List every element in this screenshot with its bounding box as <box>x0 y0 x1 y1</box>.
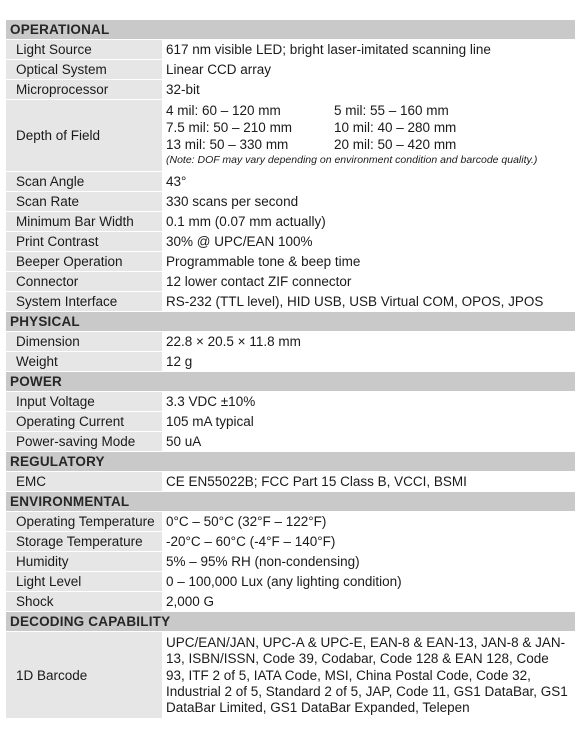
table-row <box>6 232 575 252</box>
row-label: System Interface <box>6 292 163 311</box>
row-label: Minimum Bar Width <box>6 212 163 231</box>
table-row <box>6 412 575 432</box>
spec-table <box>6 20 575 719</box>
section-header-physical: PHYSICAL <box>6 312 575 332</box>
table-row <box>6 252 575 272</box>
row-label: Microprocessor <box>6 80 163 99</box>
row-value: Linear CCD array <box>166 62 272 77</box>
table-row <box>6 472 575 492</box>
dof-entry: 7.5 mil: 50 – 210 mm <box>166 120 293 135</box>
row-label: Storage Temperature <box>6 532 163 551</box>
section-header-environmental: ENVIRONMENTAL <box>6 492 575 512</box>
row-label: Operating Current <box>6 412 163 431</box>
row-label: 1D Barcode <box>6 632 163 718</box>
row-value: 617 nm visible LED; bright laser-imitated scanning line <box>166 42 491 57</box>
table-row <box>6 272 575 292</box>
row-value: 22.8 × 20.5 × 11.8 mm <box>166 334 301 349</box>
dof-entry: 13 mil: 50 – 330 mm <box>166 137 289 152</box>
row-label: Dimension <box>6 332 163 351</box>
table-row <box>6 552 575 572</box>
row-value: CE EN55022B; FCC Part 15 Class B, VCCI, BSMI <box>166 474 467 489</box>
row-label: Light Level <box>6 572 163 591</box>
row-value: 0.1 mm (0.07 mm actually) <box>166 214 326 229</box>
dof-line <box>166 119 575 136</box>
dof-entry: 10 mil: 40 – 280 mm <box>334 120 457 135</box>
table-row <box>6 192 575 212</box>
dof-entry: 5 mil: 55 – 160 mm <box>334 103 449 118</box>
row-value: -20°C – 60°C (-4°F – 140°F) <box>166 534 336 549</box>
row-label: Weight <box>6 352 163 371</box>
row-label: Optical System <box>6 60 163 79</box>
row-value: 330 scans per second <box>166 194 299 209</box>
row-label: Scan Angle <box>6 172 163 191</box>
row-label: Shock <box>6 592 163 611</box>
table-row <box>6 212 575 232</box>
table-row <box>6 332 575 352</box>
row-label: Operating Temperature <box>6 512 163 531</box>
table-row-1d-barcode <box>6 632 575 719</box>
row-value: UPC/EAN/JAN, UPC-A & UPC-E, EAN-8 & EAN-13, JAN-8 & JAN-13, ISBN/ISSN, Code 39, Codabar, Code 128 & EAN 128, Code 93, ITF 2 of 5, IATA Code, MSI, China Postal Code, Code 32, Industrial 2 of 5, Standard 2 of 5, JAP, Code 11, GS1 DataBar, GS1 DataBar Limited, GS1 DataBar Expanded, Telepen <box>166 635 568 716</box>
table-row <box>6 432 575 452</box>
row-value: 12 lower contact ZIF connector <box>166 274 352 289</box>
dof-line <box>166 136 575 153</box>
table-row <box>6 572 575 592</box>
dof-values <box>163 100 575 171</box>
row-value: 2,000 G <box>166 594 215 609</box>
row-label: EMC <box>6 472 163 491</box>
row-label: Scan Rate <box>6 192 163 211</box>
table-row <box>6 80 575 100</box>
section-header-regulatory: REGULATORY <box>6 452 575 472</box>
table-row <box>6 40 575 60</box>
table-row <box>6 172 575 192</box>
section-header-power: POWER <box>6 372 575 392</box>
row-label: Input Voltage <box>6 392 163 411</box>
row-value: 30% @ UPC/EAN 100% <box>166 234 313 249</box>
row-label: Power-saving Mode <box>6 432 163 451</box>
row-value: Programmable tone & beep time <box>166 254 361 269</box>
row-value: 0 – 100,000 Lux (any lighting condition) <box>166 574 402 589</box>
row-label: Beeper Operation <box>6 252 163 271</box>
row-label: Connector <box>6 272 163 291</box>
dof-entry: 4 mil: 60 – 120 mm <box>166 103 281 118</box>
row-value: 43° <box>166 174 187 189</box>
row-value: 12 g <box>166 354 193 369</box>
table-row <box>6 352 575 372</box>
table-row <box>6 592 575 612</box>
table-row <box>6 292 575 312</box>
dof-line <box>166 102 575 119</box>
row-label: Depth of Field <box>6 100 163 171</box>
dof-entry: 20 mil: 50 – 420 mm <box>334 137 457 152</box>
row-value: 5% – 95% RH (non-condensing) <box>166 554 360 569</box>
section-header-decoding: DECODING CAPABILITY <box>6 612 575 632</box>
row-value: 0°C – 50°C (32°F – 122°F) <box>166 514 327 529</box>
row-value: 32-bit <box>166 82 200 97</box>
row-value: 105 mA typical <box>166 414 254 429</box>
row-value: RS-232 (TTL level), HID USB, USB Virtual COM, OPOS, JPOS <box>166 294 544 309</box>
row-label: Light Source <box>6 40 163 59</box>
dof-note: (Note: DOF may vary depending on environment condition and barcode quality.) <box>166 154 538 166</box>
table-row <box>6 532 575 552</box>
row-value: 50 uA <box>166 434 202 449</box>
table-row-depth-of-field <box>6 100 575 172</box>
row-value: 3.3 VDC ±10% <box>166 394 256 409</box>
row-label: Humidity <box>6 552 163 571</box>
row-label: Print Contrast <box>6 232 163 251</box>
table-row <box>6 60 575 80</box>
section-header-operational: OPERATIONAL <box>6 20 575 40</box>
table-row <box>6 392 575 412</box>
table-row <box>6 512 575 532</box>
